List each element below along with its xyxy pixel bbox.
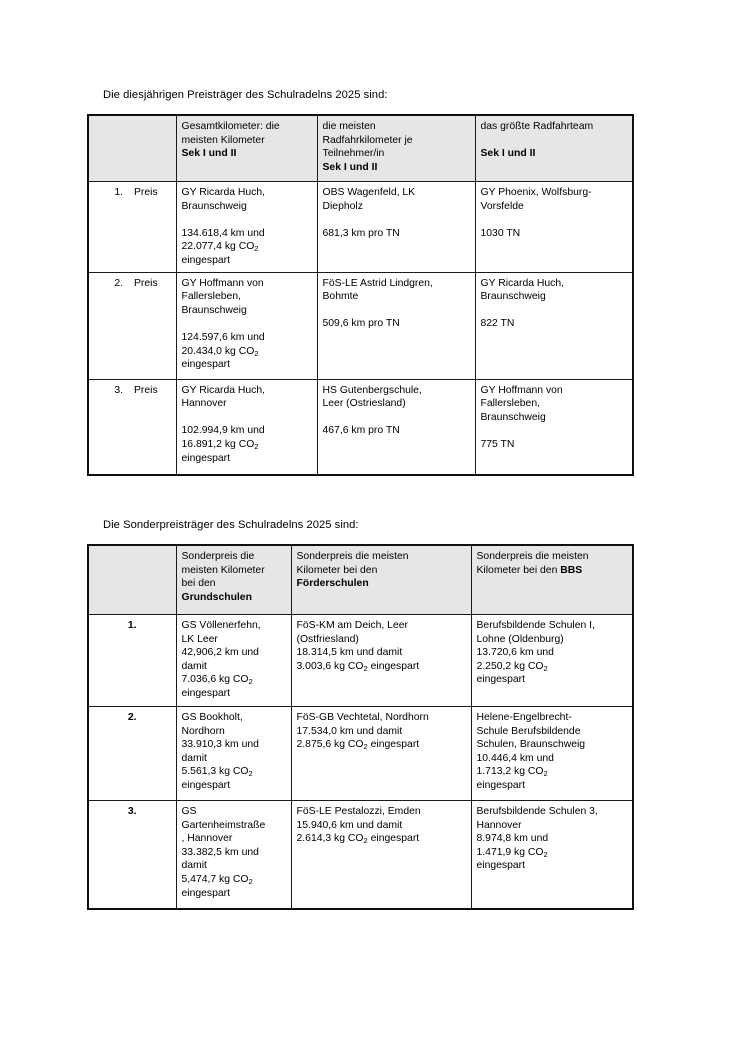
cell-foerderschulen bbox=[291, 615, 471, 707]
cell-line: 775 TN bbox=[480, 438, 515, 450]
cell-spacer bbox=[481, 304, 628, 318]
cell-km-per-participant bbox=[317, 379, 475, 475]
header-cell-rank bbox=[88, 545, 176, 615]
header-cell-largest-team bbox=[475, 115, 633, 182]
cell-line: Leer (Ostriesland) bbox=[322, 398, 406, 410]
cell-line: Fallersleben, bbox=[480, 398, 540, 410]
cell-line: OBS Wagenfeld, LK bbox=[322, 187, 416, 198]
subscript-2: 2 bbox=[254, 441, 259, 451]
rank-number: 3. bbox=[114, 384, 123, 396]
cell-line: 16.891,2 kg $CO_2$ bbox=[181, 438, 259, 451]
header-line: Sonderpreis die meisten bbox=[296, 551, 409, 562]
cell-largest-team bbox=[475, 272, 633, 379]
special-table-body bbox=[88, 615, 633, 910]
subscript-2: 2 bbox=[543, 849, 548, 859]
table-row bbox=[88, 379, 633, 475]
cell-line: Schulen, Braunschweig bbox=[476, 739, 586, 751]
cell-line: eingespart bbox=[476, 779, 526, 791]
cell-line: 467,6 km pro TN bbox=[322, 425, 400, 437]
cell-largest-team bbox=[475, 182, 633, 273]
cell-line: GS Völlenerfehn, bbox=[181, 620, 261, 631]
cell-line: damit bbox=[181, 860, 207, 872]
cell-line: Bohmte bbox=[322, 291, 359, 303]
header-strong: Sek I und II bbox=[181, 148, 237, 160]
header-spacer bbox=[481, 134, 628, 148]
cell-spacer bbox=[182, 213, 312, 227]
rank-cell bbox=[88, 379, 176, 475]
rank-number: 2. bbox=[114, 277, 123, 289]
cell-line: eingespart bbox=[181, 254, 231, 266]
cell-km-per-participant bbox=[317, 182, 475, 273]
cell-line: 42,906,2 km und bbox=[181, 647, 259, 659]
cell-line: GS bbox=[181, 806, 197, 817]
header-line: Kilometer bei den bbox=[296, 564, 378, 576]
cell-spacer bbox=[182, 317, 312, 331]
cell-line: damit bbox=[181, 660, 207, 672]
cell-total-km bbox=[176, 182, 317, 273]
header-cell-km-per-participant bbox=[317, 115, 475, 182]
cell-bbs bbox=[471, 707, 633, 801]
cell-line: 18.314,5 km und damit bbox=[296, 647, 403, 659]
cell-foerderschulen bbox=[291, 707, 471, 801]
header-cell-grundschulen bbox=[176, 545, 291, 615]
subscript-2: 2 bbox=[248, 677, 253, 687]
cell-line: 3.003,6 kg $CO_2$ eingespart bbox=[296, 660, 420, 673]
cell-line: Schule Berufsbildende bbox=[476, 725, 581, 737]
cell-line: FöS-LE Pestalozzi, Emden bbox=[296, 806, 421, 817]
header-bbs-prefix: Kilometer bei den bbox=[476, 564, 561, 576]
cell-line: 2.250,2 kg $CO_2$ bbox=[476, 660, 548, 673]
rank-word: Preis bbox=[134, 384, 158, 396]
header-line: Gesamtkilometer: die bbox=[181, 121, 280, 132]
header-strong: Sek I und II bbox=[322, 161, 378, 173]
cell-line: eingespart bbox=[181, 687, 231, 699]
header-cell-rank bbox=[88, 115, 176, 182]
header-line: das größte Radfahrteam bbox=[480, 121, 594, 132]
special-awards-heading: Die Sonderpreisträger des Schulradelns 2025 sind: bbox=[103, 519, 359, 531]
cell-line: 2.875,6 kg $CO_2$ eingespart bbox=[296, 739, 420, 752]
section-special-awards bbox=[87, 518, 632, 910]
cell-line: Fallersleben, bbox=[181, 291, 241, 303]
subscript-2: 2 bbox=[543, 769, 548, 779]
cell-line: Hannover bbox=[476, 819, 522, 831]
cell-line: FöS-KM am Deich, Leer bbox=[296, 620, 408, 631]
cell-line: LK Leer bbox=[181, 633, 218, 645]
header-row bbox=[88, 115, 633, 182]
cell-line: FöS-GB Vechtetal, Nordhorn bbox=[296, 712, 429, 723]
cell-line: GY Ricarda Huch, bbox=[480, 277, 565, 289]
cell-line: eingespart bbox=[181, 359, 231, 371]
subscript-2: 2 bbox=[543, 663, 548, 673]
cell-line: 33.910,3 km und bbox=[181, 739, 259, 751]
header-line: die meisten bbox=[322, 121, 376, 132]
rank-number: 1. bbox=[114, 187, 123, 198]
cell-line: Lohne (Oldenburg) bbox=[476, 633, 564, 645]
cell-spacer bbox=[323, 304, 470, 318]
cell-line: Braunschweig bbox=[480, 411, 546, 423]
subscript-2: 2 bbox=[363, 742, 368, 752]
cell-line: GY Ricarda Huch, bbox=[181, 187, 266, 198]
header-strong: Förderschulen bbox=[296, 578, 369, 590]
cell-total-km bbox=[176, 379, 317, 475]
header-cell-foerderschulen bbox=[291, 545, 471, 615]
header-line: Sonderpreis die bbox=[181, 551, 255, 562]
special-table-header bbox=[88, 545, 633, 615]
cell-line: 33.382,5 km und bbox=[181, 846, 259, 858]
cell-line: GY Phoenix, Wolfsburg- bbox=[480, 187, 592, 198]
cell-line: Braunschweig bbox=[181, 200, 247, 212]
cell-line: 5,474,7 kg $CO_2$ bbox=[181, 873, 253, 886]
cell-line: 822 TN bbox=[480, 318, 515, 330]
cell-line: 509,6 km pro TN bbox=[322, 318, 400, 330]
special-awards-table bbox=[87, 544, 634, 910]
table-row bbox=[88, 272, 633, 379]
rank-cell bbox=[88, 272, 176, 379]
header-cell-bbs bbox=[471, 545, 633, 615]
cell-line: eingespart bbox=[181, 887, 231, 899]
table-row bbox=[88, 707, 633, 801]
cell-line: Gartenheimstraße bbox=[181, 819, 266, 831]
cell-line: GY Ricarda Huch, bbox=[181, 384, 266, 396]
cell-line: Diepholz bbox=[322, 200, 363, 212]
cell-line: 102.994,9 km und bbox=[181, 425, 265, 437]
cell-line: 8.974,8 km und bbox=[476, 833, 549, 845]
winners-table-header bbox=[88, 115, 633, 182]
cell-spacer bbox=[481, 213, 628, 227]
cell-line: 7.036,6 kg $CO_2$ bbox=[181, 674, 253, 687]
cell-line: (Ostfriesland) bbox=[296, 633, 359, 645]
subscript-2: 2 bbox=[363, 836, 368, 846]
cell-line: 13.720,6 km und bbox=[476, 647, 554, 659]
cell-bbs bbox=[471, 801, 633, 910]
cell-line: 17.534,0 km und damit bbox=[296, 725, 403, 737]
cell-line: eingespart bbox=[476, 860, 526, 872]
cell-line: damit bbox=[181, 752, 207, 764]
cell-line: Nordhorn bbox=[181, 725, 225, 737]
header-cell-total-km bbox=[176, 115, 317, 182]
cell-grundschulen bbox=[176, 615, 291, 707]
cell-line: Helene-Engelbrecht- bbox=[476, 712, 572, 723]
rank-cell: 1. bbox=[88, 615, 176, 707]
cell-spacer bbox=[323, 213, 470, 227]
cell-largest-team bbox=[475, 379, 633, 475]
subscript-2: 2 bbox=[363, 663, 368, 673]
cell-line: eingespart bbox=[476, 674, 526, 686]
cell-line: 10.446,4 km und bbox=[476, 752, 554, 764]
cell-spacer bbox=[481, 424, 628, 438]
cell-line: Vorsfelde bbox=[480, 200, 524, 212]
cell-foerderschulen bbox=[291, 801, 471, 910]
table-row bbox=[88, 801, 633, 910]
cell-spacer bbox=[323, 411, 470, 425]
cell-line: HS Gutenbergschule, bbox=[322, 384, 422, 396]
cell-spacer bbox=[182, 411, 312, 425]
cell-line: Hannover bbox=[181, 398, 227, 410]
subscript-2: 2 bbox=[248, 876, 253, 886]
cell-line: Berufsbildende Schulen I, bbox=[476, 620, 595, 631]
header-line-bbs bbox=[477, 564, 628, 578]
cell-line: Berufsbildende Schulen 3, bbox=[476, 806, 598, 817]
rank-word: Preis bbox=[134, 187, 158, 198]
cell-line: 134.618,4 km und bbox=[181, 227, 265, 239]
cell-line: eingespart bbox=[181, 452, 231, 464]
cell-line: GS Bookholt, bbox=[181, 712, 243, 723]
header-strong: Sek I und II bbox=[480, 148, 536, 160]
winners-table-body bbox=[88, 182, 633, 475]
cell-line: 20.434,0 kg $CO_2$ bbox=[181, 345, 259, 358]
header-line: meisten Kilometer bbox=[181, 134, 265, 146]
cell-line: 681,3 km pro TN bbox=[322, 227, 400, 239]
rank-cell bbox=[88, 182, 176, 273]
cell-grundschulen bbox=[176, 707, 291, 801]
table-row bbox=[88, 182, 633, 273]
cell-line: 1.471,9 kg $CO_2$ bbox=[476, 846, 548, 859]
header-bbs-strong: BBS bbox=[560, 564, 583, 576]
cell-line: GY Hoffmann von bbox=[480, 384, 563, 396]
cell-total-km bbox=[176, 272, 317, 379]
cell-line: FöS-LE Astrid Lindgren, bbox=[322, 277, 433, 289]
cell-line: 1030 TN bbox=[480, 227, 521, 239]
cell-line: Braunschweig bbox=[181, 304, 247, 316]
cell-line: 22.077,4 kg $CO_2$ bbox=[181, 241, 259, 254]
header-row bbox=[88, 545, 633, 615]
header-line: bei den bbox=[181, 578, 216, 590]
header-strong: Grundschulen bbox=[181, 591, 252, 603]
winners-table bbox=[87, 114, 634, 476]
subscript-2: 2 bbox=[254, 348, 259, 358]
header-line: Sonderpreis die meisten bbox=[476, 551, 589, 562]
table-row bbox=[88, 615, 633, 707]
rank-word: Preis bbox=[134, 277, 158, 289]
cell-line: 124.597,6 km und bbox=[181, 331, 265, 343]
cell-line: GY Hoffmann von bbox=[181, 277, 264, 289]
subscript-2: 2 bbox=[254, 244, 259, 254]
cell-line: 1.713,2 kg $CO_2$ bbox=[476, 766, 548, 779]
cell-line: Braunschweig bbox=[480, 291, 546, 303]
cell-grundschulen bbox=[176, 801, 291, 910]
cell-line: , Hannover bbox=[181, 833, 233, 845]
rank-cell: 2. bbox=[88, 707, 176, 801]
header-line: Teilnehmer/in bbox=[322, 148, 385, 160]
winners-heading: Die diesjährigen Preisträger des Schulradelns 2025 sind: bbox=[103, 89, 388, 101]
header-line: meisten Kilometer bbox=[181, 564, 265, 576]
header-line: Radfahrkilometer je bbox=[322, 134, 413, 146]
subscript-2: 2 bbox=[248, 769, 253, 779]
section-winners bbox=[87, 88, 632, 476]
cell-km-per-participant bbox=[317, 272, 475, 379]
rank-cell: 3. bbox=[88, 801, 176, 910]
cell-bbs bbox=[471, 615, 633, 707]
cell-line: 15.940,6 km und damit bbox=[296, 819, 403, 831]
cell-line: 2.614,3 kg $CO_2$ eingespart bbox=[296, 833, 420, 846]
cell-line: eingespart bbox=[181, 779, 231, 791]
cell-line: 5.561,3 kg $CO_2$ bbox=[181, 766, 253, 779]
